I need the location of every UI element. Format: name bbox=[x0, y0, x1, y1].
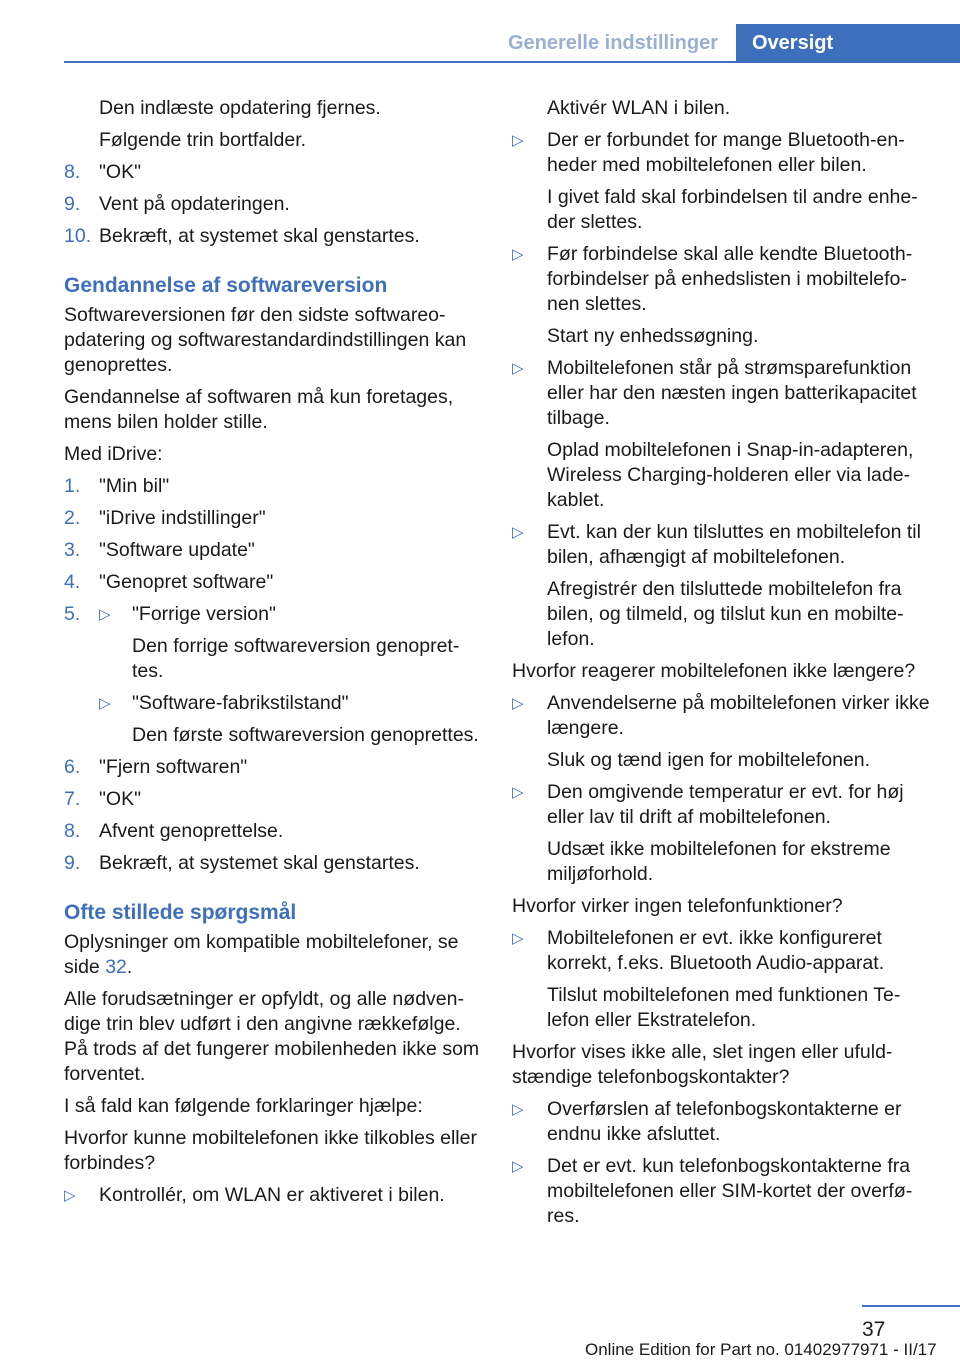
step-text: "Software-fabrikstilstand" bbox=[132, 692, 349, 714]
step-description: Den første softwareversion genoprettes. bbox=[132, 724, 479, 746]
list-item bbox=[64, 538, 484, 563]
triangle-bullet-icon: ▷ bbox=[99, 606, 111, 623]
step-text: Afvent genoprettelse. bbox=[99, 820, 284, 842]
paragraph: Softwareversionen før den sidste softwareopdatering og softwarestandardindstillingen kan genoprettes. bbox=[64, 304, 467, 376]
list-item bbox=[64, 160, 484, 185]
triangle-bullet-icon: ▷ bbox=[512, 1101, 524, 1118]
triangle-bullet-icon: ▷ bbox=[64, 1187, 76, 1204]
list-item bbox=[64, 224, 484, 249]
page-number: 37 bbox=[862, 1318, 886, 1341]
edition-note: Online Edition for Part no. 01402977971 - II/17 bbox=[585, 1340, 937, 1359]
triangle-bullet-icon: ▷ bbox=[512, 695, 524, 712]
step-text: "Min bil" bbox=[99, 475, 170, 497]
bullet-text: Kontrollér, om WLAN er aktiveret i bilen. bbox=[99, 1184, 445, 1206]
triangle-bullet-icon: ▷ bbox=[512, 246, 524, 263]
paragraph: Alle forudsætninger er opfyldt, og alle nødvendige trin blev udført i den angivne rækkefølge. På trods af det fungerer mobilenheden ikke som forventet. bbox=[64, 988, 480, 1085]
list-item bbox=[512, 1097, 932, 1147]
left-column bbox=[64, 96, 484, 1215]
right-column bbox=[512, 96, 932, 1236]
bullet-text: Det er evt. kun telefonbogskontakterne fra mobiltelefonen eller SIM-kortet der overføres. bbox=[547, 1155, 913, 1227]
triangle-bullet-icon: ▷ bbox=[512, 132, 524, 149]
step-number: 7. bbox=[64, 788, 81, 810]
step-text: "OK" bbox=[99, 161, 142, 183]
header-rule bbox=[64, 61, 960, 63]
step-text: "Software update" bbox=[99, 539, 255, 561]
list-item bbox=[512, 128, 932, 178]
list-item bbox=[512, 780, 932, 830]
list-item bbox=[64, 755, 484, 780]
page-link[interactable]: 32 bbox=[105, 956, 127, 978]
text: . bbox=[126, 956, 133, 978]
triangle-bullet-icon: ▷ bbox=[99, 695, 111, 712]
bullet-detail: Afregistrér den tilsluttede mobiltelefon fra bilen, og tilmeld, og tilslut kun en mobiltelefon. bbox=[547, 578, 904, 650]
bullet-text: Mobiltelefonen er evt. ikke konfigureret korrekt, f.eks. Bluetooth Audio-apparat. bbox=[547, 927, 885, 974]
paragraph: Med iDrive: bbox=[64, 443, 163, 465]
list-item bbox=[64, 474, 484, 499]
list-item bbox=[512, 520, 932, 570]
list-item bbox=[64, 691, 484, 716]
page-header bbox=[0, 0, 960, 62]
faq-question: Hvorfor reagerer mobiltelefonen ikke længere? bbox=[512, 660, 916, 682]
step-number: 6. bbox=[64, 756, 81, 778]
bullet-text: Før forbindelse skal alle kendte Bluetooth-forbindelser på enhedslisten i mobiltelefonen slettes. bbox=[547, 243, 913, 315]
step-text: Bekræft, at systemet skal genstartes. bbox=[99, 225, 420, 247]
bullet-detail: I givet fald skal forbindelsen til andre enheder slettes. bbox=[547, 186, 918, 233]
step-number: 10. bbox=[64, 225, 92, 247]
bullet-detail: Sluk og tænd igen for mobiltelefonen. bbox=[547, 749, 871, 771]
step-number: 5. bbox=[64, 603, 81, 625]
list-item bbox=[64, 506, 484, 531]
triangle-bullet-icon: ▷ bbox=[512, 930, 524, 947]
step-description: Den forrige softwareversion genoprettes. bbox=[132, 635, 460, 682]
list-item bbox=[512, 691, 932, 741]
bullet-text: Mobiltelefonen står på strømsparefunktion eller har den næsten ingen batterikapacitet tilbage. bbox=[547, 357, 917, 429]
list-item bbox=[64, 819, 484, 844]
step-number: 8. bbox=[64, 820, 81, 842]
triangle-bullet-icon: ▷ bbox=[512, 360, 524, 377]
bullet-text: Den omgivende temperatur er evt. for høj eller lav til drift af mobiltelefonen. bbox=[547, 781, 904, 828]
triangle-bullet-icon: ▷ bbox=[512, 784, 524, 801]
list-item bbox=[512, 926, 932, 976]
section-heading-restore: Gendannelse af softwareversion bbox=[64, 274, 388, 297]
text: Oplysninger om kompatible mobiltelefoner, se side bbox=[64, 931, 459, 978]
bullet-detail: Start ny enhedssøgning. bbox=[547, 325, 759, 347]
step-text: "Genopret software" bbox=[99, 571, 274, 593]
bullet-detail: Tilslut mobiltelefonen med funktionen Telefon eller Ekstratelefon. bbox=[547, 984, 901, 1031]
step-number: 1. bbox=[64, 475, 81, 497]
bullet-continuation: Aktivér WLAN i bilen. bbox=[547, 97, 731, 119]
list-item bbox=[64, 602, 484, 627]
step-text: "Fjern softwaren" bbox=[99, 756, 248, 778]
paragraph: Følgende trin bortfalder. bbox=[99, 129, 307, 151]
list-item bbox=[64, 851, 484, 876]
faq-question: Hvorfor kunne mobiltelefonen ikke tilkobles eller forbindes? bbox=[64, 1127, 477, 1174]
step-text: "Forrige version" bbox=[132, 603, 276, 625]
step-text: "OK" bbox=[99, 788, 142, 810]
step-number: 9. bbox=[64, 852, 81, 874]
list-item bbox=[512, 242, 932, 317]
bullet-text: Evt. kan der kun tilsluttes en mobiltelefon til bilen, afhængigt af mobiltelefonen. bbox=[547, 521, 921, 568]
list-item bbox=[64, 787, 484, 812]
step-number: 2. bbox=[64, 507, 81, 529]
list-item bbox=[64, 192, 484, 217]
step-text: "iDrive indstillinger" bbox=[99, 507, 266, 529]
footer-rule bbox=[862, 1305, 960, 1307]
list-item bbox=[512, 1154, 932, 1229]
paragraph bbox=[64, 930, 484, 980]
list-item bbox=[512, 356, 932, 431]
section-title: Generelle indstillinger bbox=[486, 24, 736, 62]
paragraph: Den indlæste opdatering fjernes. bbox=[99, 97, 381, 119]
paragraph: Gendannelse af softwaren må kun foretages, mens bilen holder stille. bbox=[64, 386, 454, 433]
step-number: 3. bbox=[64, 539, 81, 561]
step-number: 8. bbox=[64, 161, 81, 183]
bullet-detail: Oplad mobiltelefonen i Snap-in-adapteren, Wireless Charging-holderen eller via ladekablet. bbox=[547, 439, 914, 511]
step-number: 4. bbox=[64, 571, 81, 593]
step-number: 9. bbox=[64, 193, 81, 215]
paragraph: I så fald kan følgende forklaringer hjælpe: bbox=[64, 1095, 423, 1117]
bullet-detail: Udsæt ikke mobiltelefonen for ekstreme miljøforhold. bbox=[547, 838, 891, 885]
bullet-text: Anvendelserne på mobiltelefonen virker ikke længere. bbox=[547, 692, 930, 739]
active-tab-oversigt: Oversigt bbox=[736, 24, 960, 62]
faq-question: Hvorfor virker ingen telefonfunktioner? bbox=[512, 895, 843, 917]
bullet-text: Der er forbundet for mange Bluetooth-enheder med mobiltelefonen eller bilen. bbox=[547, 129, 905, 176]
step-text: Bekræft, at systemet skal genstartes. bbox=[99, 852, 420, 874]
list-item bbox=[64, 1183, 484, 1208]
faq-question: Hvorfor vises ikke alle, slet ingen eller ufuldstændige telefonbogskontakter? bbox=[512, 1041, 893, 1088]
triangle-bullet-icon: ▷ bbox=[512, 524, 524, 541]
section-heading-faq: Ofte stillede spørgsmål bbox=[64, 901, 297, 924]
step-text: Vent på opdateringen. bbox=[99, 193, 290, 215]
bullet-text: Overførslen af telefonbogskontakterne er endnu ikke afsluttet. bbox=[547, 1098, 902, 1145]
triangle-bullet-icon: ▷ bbox=[512, 1158, 524, 1175]
list-item bbox=[64, 570, 484, 595]
